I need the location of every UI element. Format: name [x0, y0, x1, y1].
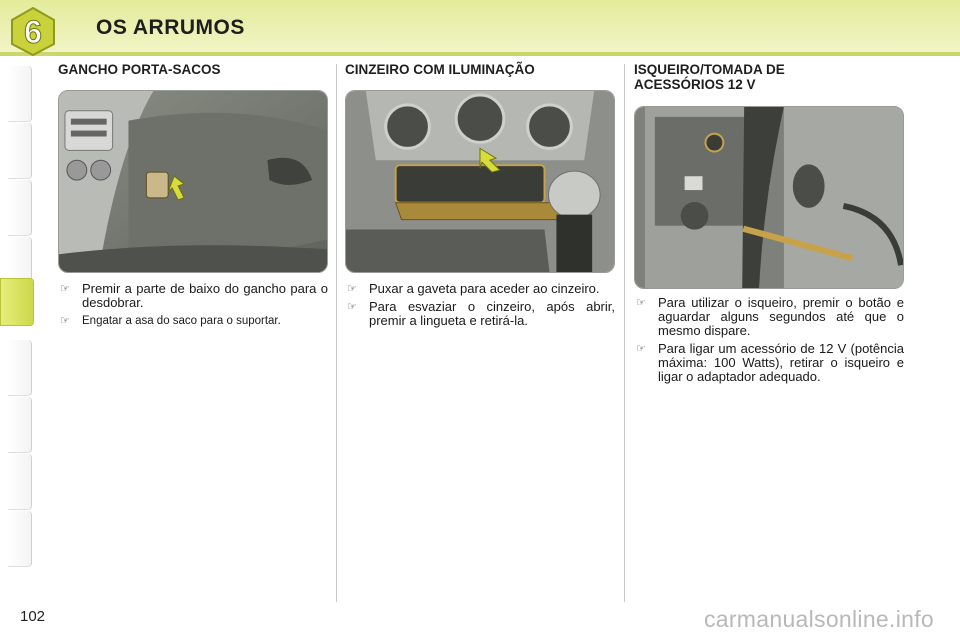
chapter-tab-8[interactable] — [8, 454, 32, 510]
column-divider — [336, 64, 337, 602]
section-title: ISQUEIRO/TOMADA DE ACESSÓRIOS 12 V — [634, 62, 785, 92]
instruction-list — [634, 296, 904, 388]
pointing-hand-icon: ☞ — [636, 343, 646, 355]
chapter-badge-icon — [8, 6, 58, 56]
bag-hook-photo — [58, 90, 328, 273]
chapter-tab-7[interactable] — [8, 397, 32, 453]
pointing-hand-icon: ☞ — [347, 301, 357, 313]
pointing-hand-icon: ☞ — [347, 283, 357, 295]
chapter-tab-2[interactable] — [8, 123, 32, 179]
chapter-tab-1[interactable] — [8, 66, 32, 122]
ashtray-photo — [345, 90, 615, 273]
instruction-item: ☞ Para esvaziar o cinzeiro, após abrir, premir a lingueta e retirá-la. — [347, 299, 615, 328]
chapter-tab-3[interactable] — [8, 180, 32, 236]
instruction-item: ☞ Para utilizar o isqueiro, premir o botão e aguardar alguns segundos até que o mesmo dispare. — [636, 295, 904, 338]
chapter-tab-strip — [0, 66, 34, 576]
lighter-socket-photo — [634, 106, 904, 289]
chapter-title: OS ARRUMOS — [96, 16, 245, 39]
section-lighter-socket — [634, 62, 904, 384]
section-bag-hook — [58, 62, 328, 327]
pointing-hand-icon: ☞ — [60, 283, 70, 295]
pointing-hand-icon: ☞ — [60, 315, 70, 327]
instruction-item: ☞ Engatar a asa do saco para o suportar. — [60, 315, 281, 327]
instruction-item: ☞ Premir a parte de baixo do gancho para o desdobrar. — [60, 281, 328, 310]
chapter-tab-9[interactable] — [8, 511, 32, 567]
instruction-list — [58, 282, 328, 332]
page-number: 102 — [20, 608, 46, 625]
chapter-tab-6[interactable] — [8, 340, 32, 396]
column-divider — [624, 64, 625, 602]
instruction-list — [345, 282, 615, 332]
section-title: CINZEIRO COM ILUMINAÇÃO — [345, 62, 535, 77]
chapter-tab-5-active[interactable] — [0, 278, 34, 326]
watermark-text: carmanualsonline.info — [703, 606, 934, 632]
section-title: GANCHO PORTA-SACOS — [58, 62, 221, 77]
section-ashtray — [345, 62, 615, 328]
pointing-hand-icon: ☞ — [636, 297, 646, 309]
chapter-number: 6 — [24, 14, 42, 50]
instruction-item: ☞ Puxar a gaveta para aceder ao cinzeiro. — [347, 281, 600, 296]
instruction-item: ☞ Para ligar um acessório de 12 V (potência máxima: 100 Watts), retirar o isqueiro e ligar o adaptador adequado. — [636, 341, 904, 384]
